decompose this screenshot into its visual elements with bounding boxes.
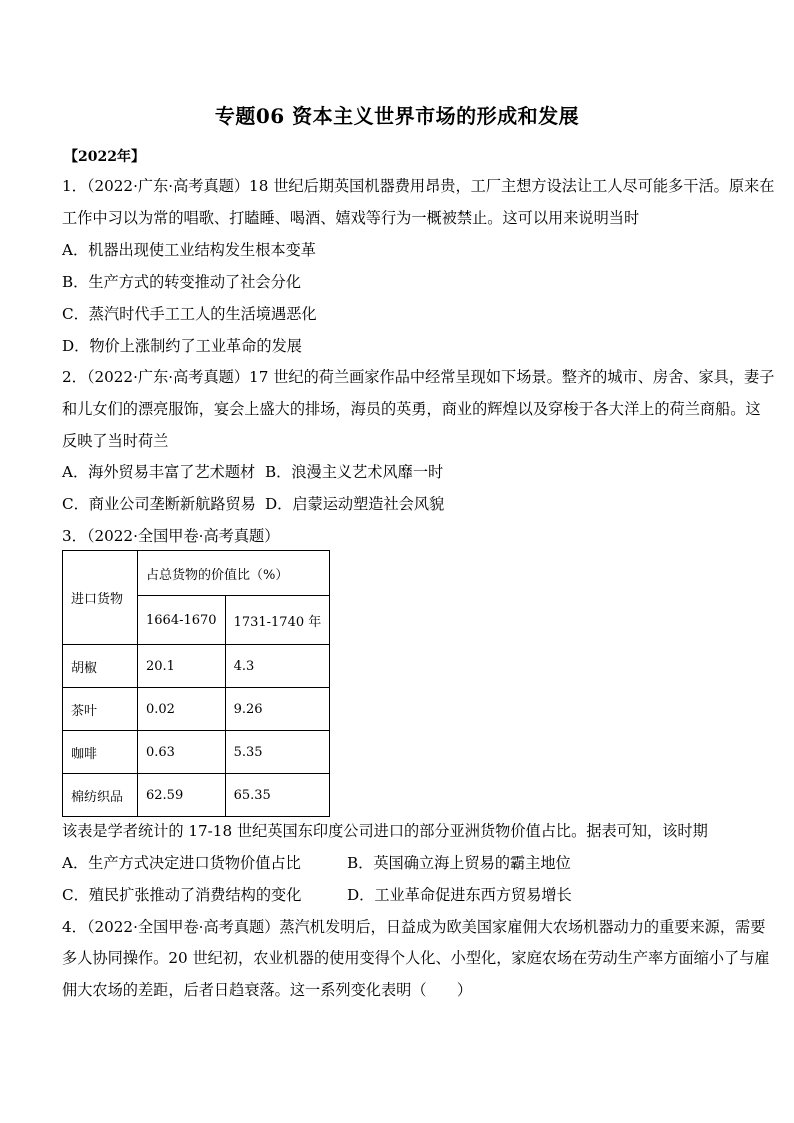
q4-stem-line-2: 多人协同操作。20 世纪初，农业机器的使用变得个人化、小型化，家庭农场在劳动生产率方面缩小了与雇 — [62, 949, 770, 967]
q1-option-a: A．机器出现使工业结构发生根本变革 — [62, 241, 316, 259]
table-cell-value: 0.63 — [138, 731, 226, 774]
q3-option-d: D．工业革命促进东西方贸易增长 — [347, 886, 572, 904]
q1-option-c: C．蒸汽时代手工工人的生活境遇恶化 — [62, 305, 317, 323]
table-cell-item: 胡椒 — [63, 645, 138, 688]
table-cell-value: 62.59 — [138, 774, 226, 817]
table-cell-item: 棉纺织品 — [63, 774, 138, 817]
q3-stem: 该表是学者统计的 17-18 世纪英国东印度公司进口的部分亚洲货物价值占比。据表可知，该时期 — [62, 822, 708, 840]
table-cell-value: 9.26 — [225, 688, 330, 731]
q2-stem-line-2: 和儿女们的漂亮服饰，宴会上盛大的排场，海员的英勇，商业的辉煌以及穿梭于各大洋上的荷兰商船。这 — [62, 400, 761, 418]
table-row — [63, 645, 330, 688]
table-cell-value: 4.3 — [225, 645, 330, 688]
q2-option-a: A．海外贸易丰富了艺术题材 — [62, 463, 256, 481]
table-period-2: 1731-1740 年 — [225, 596, 330, 645]
q4-stem-line-3: 佣大农场的差距，后者日趋衰落。这一系列变化表明（ ） — [62, 981, 473, 999]
table-cell-value: 65.35 — [225, 774, 330, 817]
q2-option-c: C．商业公司垄断新航路贸易 — [62, 495, 256, 513]
table-row-header: 进口货物 — [63, 551, 138, 645]
q3-option-c: C．殖民扩张推动了消费结构的变化 — [62, 886, 302, 904]
table-col-group-header: 占总货物的价值比（%） — [138, 551, 330, 596]
table-cell-item: 咖啡 — [63, 731, 138, 774]
table-row — [63, 774, 330, 817]
q1-stem-line-2: 工作中习以为常的唱歌、打瞌睡、喝酒、嬉戏等行为一概被禁止。这可以用来说明当时 — [62, 209, 640, 227]
q3-option-b: B．英国确立海上贸易的霸主地位 — [347, 854, 571, 872]
q1-option-b: B．生产方式的转变推动了社会分化 — [62, 273, 301, 291]
q1-stem-line-1: 1．（2022·广东·高考真题）18 世纪后期英国机器费用昂贵，工厂主想方设法让工人尽可能多干活。原来在 — [62, 177, 775, 195]
table-period-1: 1664-1670 — [138, 596, 226, 645]
table-cell-value: 20.1 — [138, 645, 226, 688]
table-cell-item: 茶叶 — [63, 688, 138, 731]
q3-option-a: A．生产方式决定进口货物价值占比 — [62, 854, 301, 872]
page-title: 专题06 资本主义世界市场的形成和发展 — [214, 104, 580, 128]
table-row — [63, 688, 330, 731]
q2-stem-line-3: 反映了当时荷兰 — [62, 432, 169, 450]
q1-option-d: D．物价上涨制约了工业革命的发展 — [62, 337, 302, 355]
q2-option-d: D．启蒙运动塑造社会风貌 — [265, 495, 445, 513]
q4-stem-line-1: 4．（2022·全国甲卷·高考真题）蒸汽机发明后，日益成为欧美国家雇佣大农场机器动力的重要来源，需要 — [62, 918, 766, 936]
import-value-table — [62, 550, 330, 817]
q2-option-b: B．浪漫主义艺术风靡一时 — [265, 463, 444, 481]
q2-stem-line-1: 2．（2022·广东·高考真题）17 世纪的荷兰画家作品中经常呈现如下场景。整齐的城市、房舍、家具，妻子 — [62, 368, 775, 386]
table-cell-value: 5.35 — [225, 731, 330, 774]
table-row — [63, 731, 330, 774]
section-heading-2022: 【2022年】 — [64, 149, 145, 165]
q3-header: 3．（2022·全国甲卷·高考真题） — [62, 527, 280, 545]
table-cell-value: 0.02 — [138, 688, 226, 731]
